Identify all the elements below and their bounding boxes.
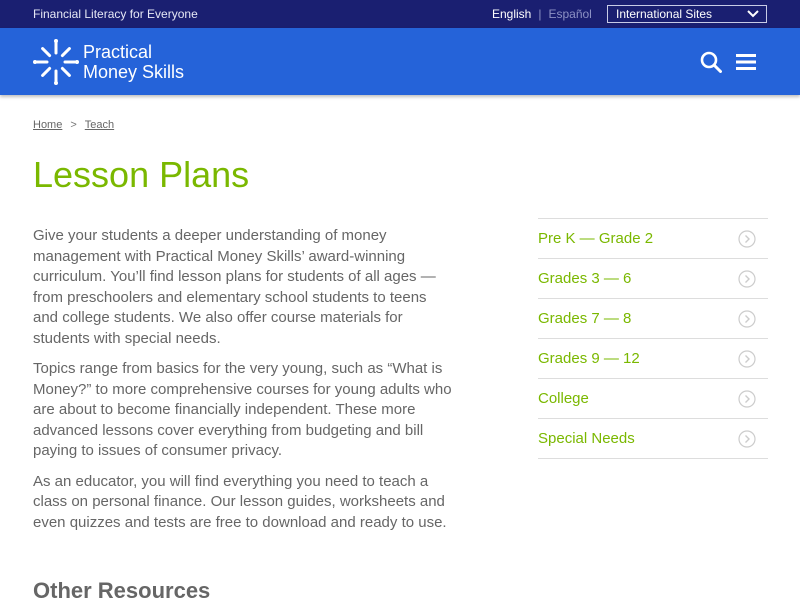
chevron-right-circle-icon [738,270,756,288]
breadcrumb-separator: > [70,119,77,131]
intro-content [33,226,453,543]
breadcrumb [33,119,114,131]
top-utility-bar [0,0,800,28]
lang-english-link[interactable]: English [492,7,532,21]
breadcrumb-home[interactable]: Home [33,119,63,131]
breadcrumb-teach[interactable]: Teach [84,119,115,131]
lang-separator: | [538,7,542,21]
chevron-down-icon [746,8,760,20]
hamburger-menu-icon[interactable] [735,52,757,72]
language-switcher [492,7,592,21]
intro-paragraph: As an educator, you will find everything you need to teach a class on personal finance. Our lesson guides, worksheets and even quizzes and tests are free to download and ready to use. [33,472,447,531]
chevron-right-circle-icon [738,310,756,328]
lang-spanish-link[interactable]: Español [548,7,592,21]
chevron-right-circle-icon [738,430,756,448]
grade-link-label: Grades 7 — 8 [538,310,632,327]
other-resources-heading: Other Resources [33,578,211,600]
grade-link-7-8[interactable] [538,299,768,339]
international-sites-select[interactable] [607,5,767,23]
grade-link-label: College [538,390,589,407]
grade-level-list [538,218,768,459]
chevron-right-circle-icon [738,230,756,248]
intro-paragraph: Give your students a deeper understanding of money management with Practical Money Skills’ award-winning curriculum. You’ll find lesson plans for students of all ages — from preschoolers and elementary school students to teens and college students. We also offer course materials for students with special needs. [33,227,436,347]
site-logo[interactable] [33,39,203,85]
logo-wordmark [83,42,184,82]
grade-link-prek-2[interactable] [538,219,768,259]
grade-link-label: Grades 3 — 6 [538,270,632,287]
international-sites-value: International Sites [616,7,713,21]
chevron-right-circle-icon [738,350,756,368]
tagline: Financial Literacy for Everyone [33,7,198,21]
intro-paragraph: Topics range from basics for the very young, such as “What is Money?” to more comprehensive courses for young adults who are about to become financially independent. These more advanced lessons cover everything from budgeting and bill paying to issues of consumer privacy. [33,360,452,459]
site-header [0,28,800,95]
logo-line-2: Money Skills [83,62,185,82]
grade-link-3-6[interactable] [538,259,768,299]
grade-link-special-needs[interactable] [538,419,768,459]
grade-link-label: Special Needs [538,430,635,447]
grade-link-9-12[interactable] [538,339,768,379]
chevron-right-circle-icon [738,390,756,408]
grade-link-college[interactable] [538,379,768,419]
starburst-logo-icon [33,39,79,85]
grade-link-label: Grades 9 — 12 [538,350,640,367]
search-icon[interactable] [700,51,722,73]
grade-link-label: Pre K — Grade 2 [538,230,654,247]
logo-line-1: Practical [83,42,153,62]
page-title: Lesson Plans [33,154,250,195]
